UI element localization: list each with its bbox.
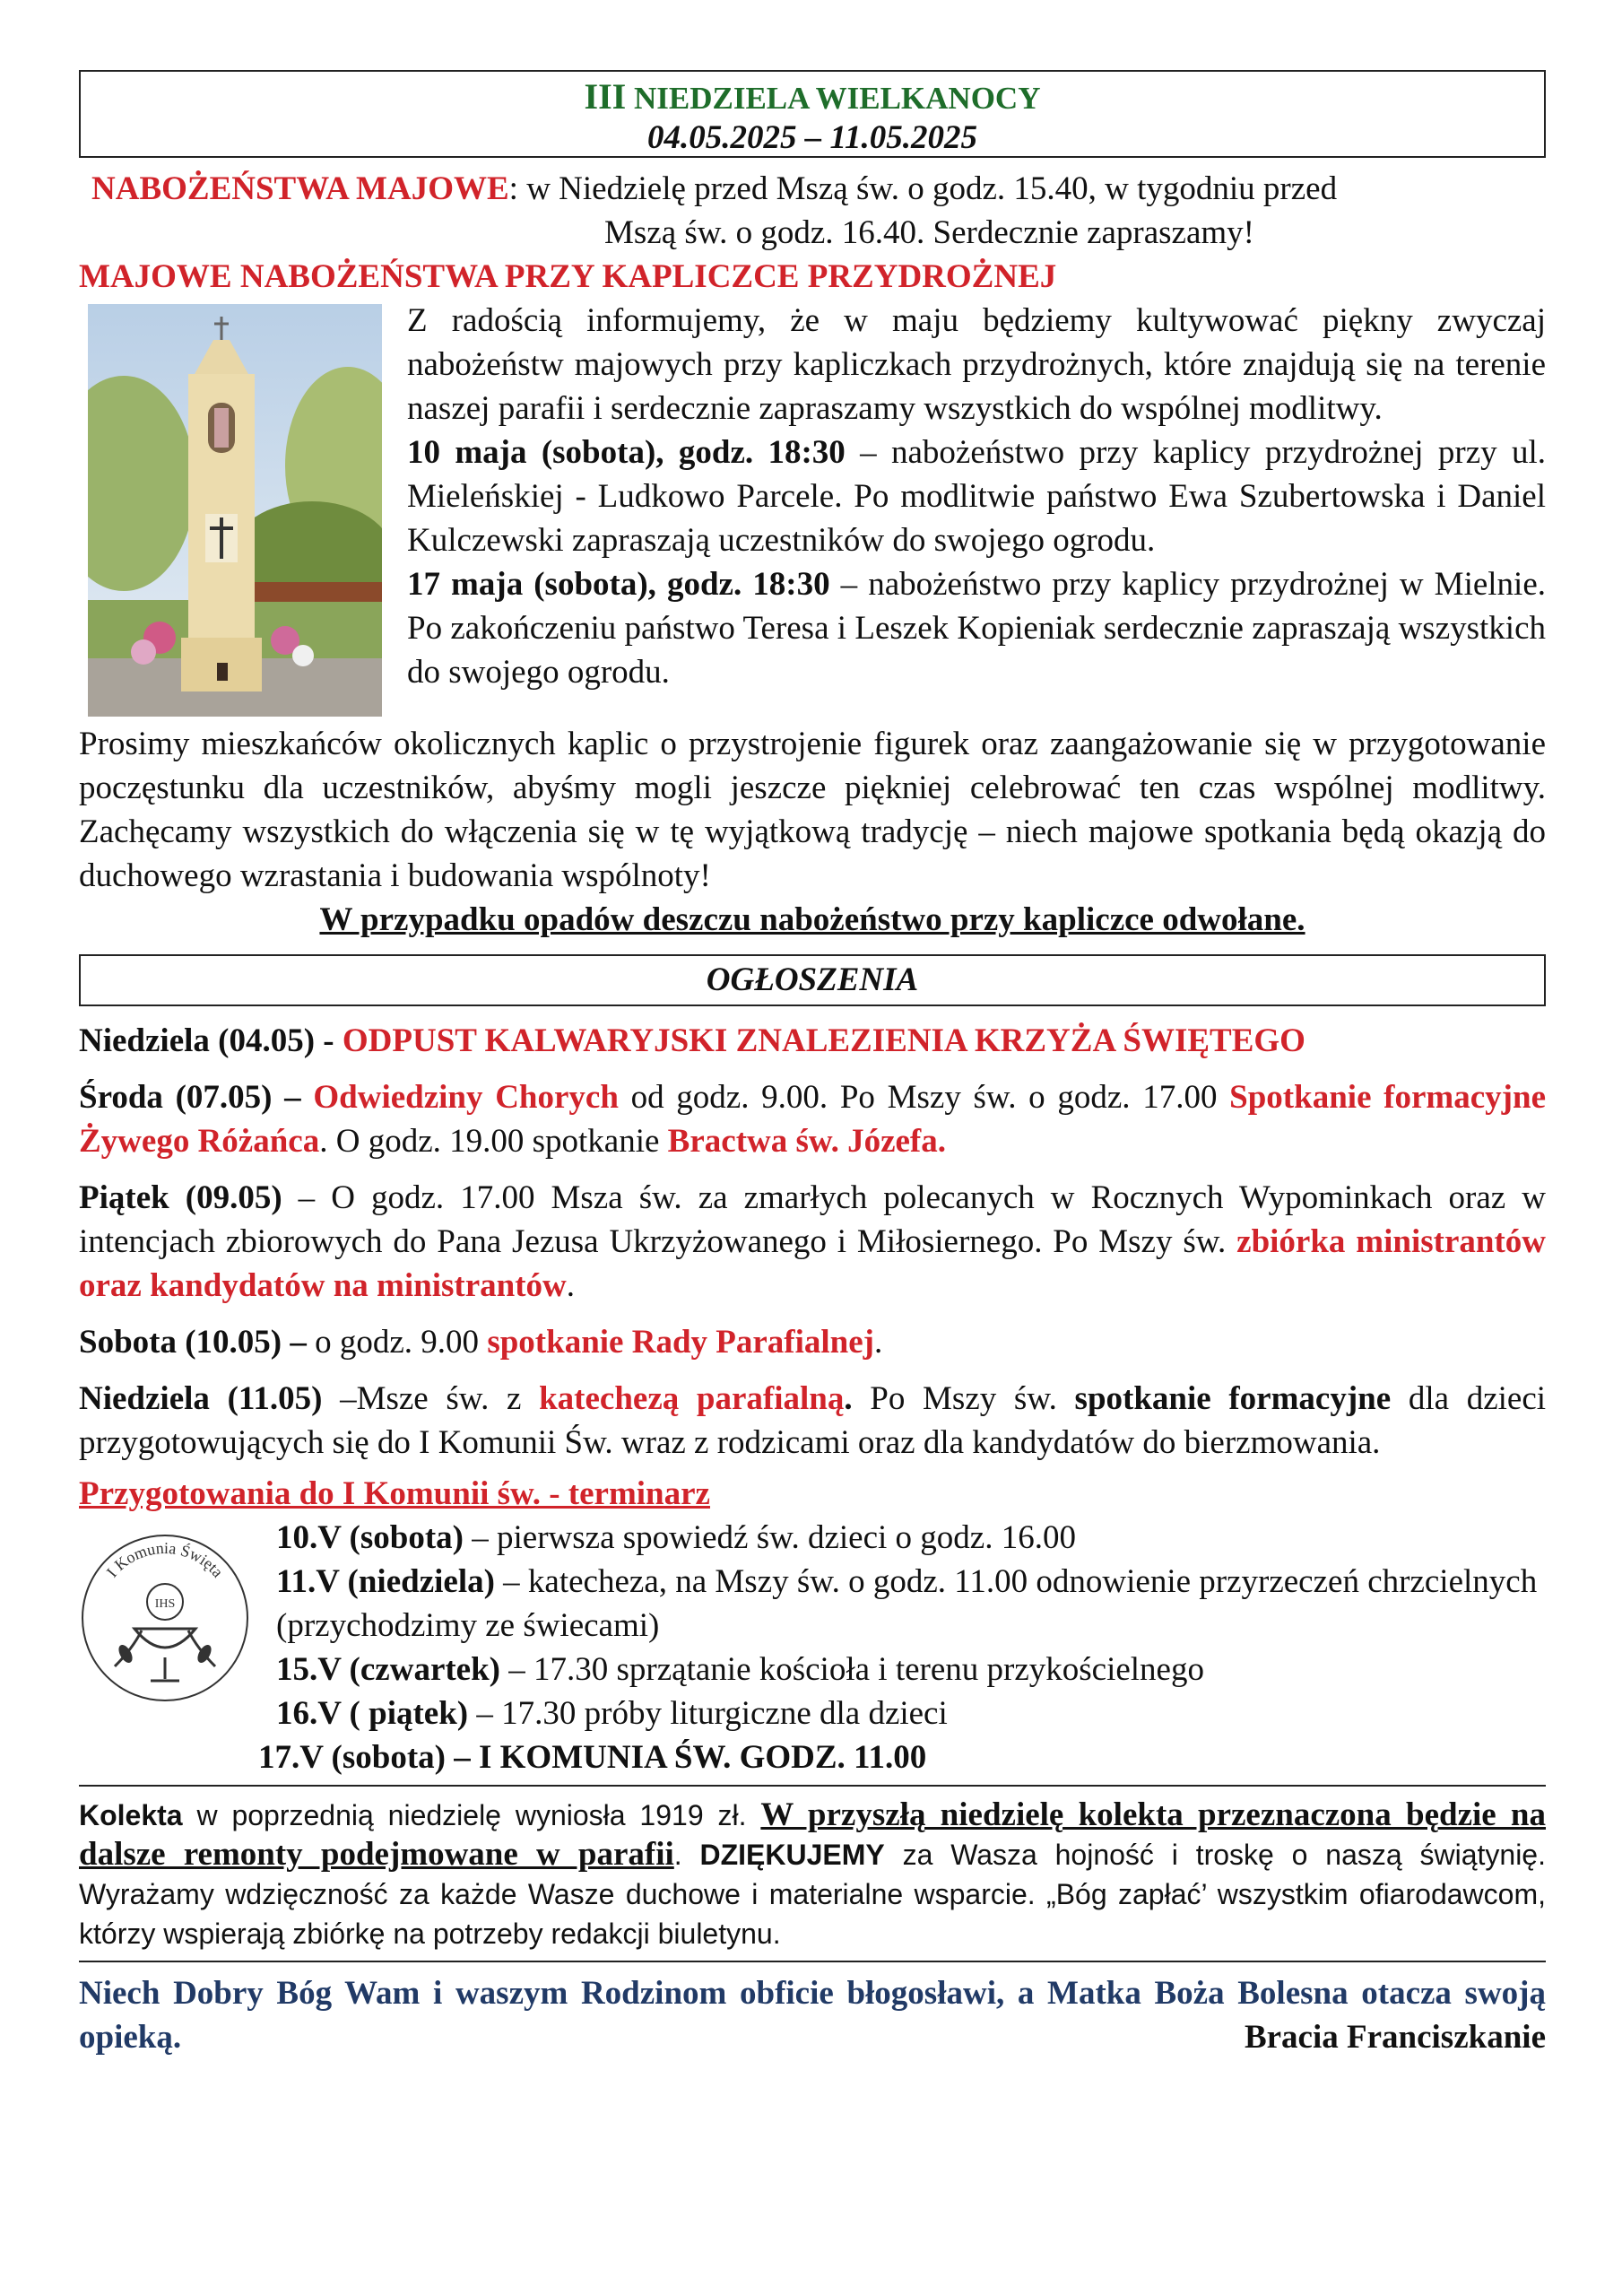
announcement-text: . O godz. 19.00 spotkanie bbox=[319, 1123, 668, 1160]
schedule-date: 16.V ( piątek) bbox=[276, 1695, 469, 1732]
announcement-text: dla dzieci przygotowujących się do I Komunii Św. wraz z rodzicami oraz dla kandydatów do bierzmowania. bbox=[79, 1380, 1547, 1461]
announcement-text: –Msze św. z bbox=[322, 1380, 540, 1417]
event1-text: – nabożeństwo przy kaplicy przydrożnej przy ul. Mieleńskiej - Ludkowo Parcele. Po modlitwie państwo Ewa Szubertowska i Daniel Kulczewski zapraszają uczestników do swojego ogrodu. bbox=[407, 434, 1546, 559]
kolekta-text2: . bbox=[673, 1839, 700, 1871]
rain-notice: W przypadku opadów deszczu nabożeństwo przy kapliczce odwołane. bbox=[319, 901, 1305, 938]
header-dates: 04.05.2025 – 11.05.2025 bbox=[647, 119, 977, 156]
header-title-text: NIEDZIELA WIELKANOCY bbox=[633, 81, 1041, 116]
announcement-text: Po Mszy św. bbox=[852, 1380, 1075, 1417]
announcement-text: . bbox=[874, 1324, 883, 1361]
schedule-text: – katecheza, na Mszy św. o godz. 11.00 odnowienie przyrzeczeń chrzcielnych (przychodzimy ze świecami) bbox=[276, 1563, 1538, 1644]
announcement-text: Spotkanie formacyjne Żywego Różańca bbox=[79, 1079, 1546, 1160]
kapliczka-intro: Z radością informujemy, że w maju będziemy kultywować piękny zwyczaj nabożeństw majowych przy kapliczkach przydrożnych, które znajdują się na terenie naszej parafii i serdecznie zapraszamy wszystkich do wspólnej modlitwy. bbox=[407, 302, 1546, 427]
announcement-day: Niedziela (11.05) bbox=[79, 1380, 323, 1417]
logo-text: I Komunia Święta bbox=[102, 1538, 228, 1581]
svg-text:I Komunia Święta bbox=[103, 1539, 227, 1581]
announcement-item bbox=[79, 1176, 1546, 1308]
announcement-item bbox=[79, 1320, 1546, 1364]
event1-date: 10 maja (sobota), godz. 18:30 bbox=[407, 434, 846, 471]
schedule-text: – 17.30 próby liturgiczne dla dzieci bbox=[468, 1695, 948, 1732]
announcement-text: . bbox=[566, 1267, 575, 1304]
divider-top bbox=[79, 1785, 1546, 1787]
announcement-item bbox=[79, 1019, 1546, 1063]
shrine-photo bbox=[88, 304, 382, 717]
announcement-text: zbiórka ministrantów oraz kandydatów na ministrantów bbox=[79, 1223, 1546, 1304]
kapliczka-title: MAJOWE NABOŻEŃSTWA PRZY KAPLICZCE PRZYDROŻNEJ bbox=[79, 258, 1057, 295]
communion-logo bbox=[79, 1532, 251, 1704]
event2-text: – nabożeństwo przy kaplicy przydrożnej w Mielnie. Po zakończeniu państwo Teresa i Leszek Kopieniak serdecznie zapraszają wszystkich do swojego ogrodu. bbox=[407, 566, 1547, 691]
announcement-text: . bbox=[844, 1380, 853, 1417]
kolekta-text3: za Wasza hojność i troskę o naszą świątynię. Wyrażamy wdzięczność za każde Wasze duchowe i materialne wsparcie. „Bóg zapłać’ wszystkim ofiarodawcom, którzy wspierają zbiórkę na potrzeby redakcji biuletynu. bbox=[79, 1839, 1546, 1950]
announcement-day: Niedziela (04.05) - bbox=[79, 1022, 343, 1059]
announcement-text: spotkanie Rady Parafialnej bbox=[487, 1324, 874, 1361]
announcement-text: ODPUST KALWARYJSKI ZNALEZIENIA KRZYŻA ŚWIĘTEGO bbox=[342, 1022, 1305, 1059]
majowe-label: NABOŻEŃSTWA MAJOWE bbox=[91, 170, 509, 207]
kolekta-text1: w poprzednią niedzielę wyniosła 1919 zł. bbox=[182, 1799, 761, 1831]
kolekta-thanks: DZIĘKUJEMY bbox=[699, 1839, 885, 1871]
announcement-item bbox=[79, 1075, 1546, 1163]
blessing-text: Niech Dobry Bóg Wam i waszym Rodzinom obficie błogosławi, a Matka Boża Bolesna otacza swoją opieką. bbox=[79, 1975, 1546, 2056]
announcements-list bbox=[79, 1019, 1546, 1465]
announcement-text: – O godz. 17.00 Msza św. za zmarłych polecanych w Rocznych Wypominkach oraz w intencjach zbiorowych do Pana Jezusa Ukrzyżowanego i Miłosiernego. Po Mszy św. bbox=[79, 1179, 1546, 1260]
bulletin-page bbox=[79, 70, 1546, 2059]
schedule-row bbox=[276, 1648, 1546, 1692]
schedule-date: 10.V (sobota) bbox=[276, 1519, 464, 1556]
header-title bbox=[81, 77, 1544, 118]
announcement-text: Odwiedziny Chorych bbox=[313, 1079, 619, 1116]
header-roman: III bbox=[584, 76, 627, 117]
announcement-day: Sobota (10.05) – bbox=[79, 1324, 307, 1361]
schedule-row bbox=[276, 1560, 1546, 1648]
majowe-text1: : w Niedzielę przed Mszą św. o godz. 15.40, w tygodniu przed bbox=[508, 170, 1338, 207]
blessing bbox=[79, 1971, 1546, 2059]
announcement-text: Bractwa św. Józefa. bbox=[667, 1123, 946, 1160]
announcement-item bbox=[79, 1377, 1546, 1465]
preparation-schedule bbox=[258, 1516, 1546, 1779]
kolekta-next: W przyszłą niedzielę kolekta przeznaczona będzie na dalsze remonty podejmowane w parafii bbox=[79, 1796, 1547, 1873]
schedule-row bbox=[258, 1735, 1546, 1779]
kolekta-note bbox=[79, 1796, 1546, 1953]
majowe-section bbox=[79, 167, 1546, 255]
schedule-text: – 17.30 sprzątanie kościoła i terenu przykościelnego bbox=[500, 1651, 1204, 1688]
announcement-day: Środa (07.05) – bbox=[79, 1079, 314, 1116]
logo-ihs: IHS bbox=[154, 1597, 176, 1611]
schedule-row bbox=[276, 1516, 1546, 1560]
preparation-section bbox=[79, 1516, 1546, 1785]
schedule-date: 15.V (czwartek) bbox=[276, 1651, 501, 1688]
event2-date: 17 maja (sobota), godz. 18:30 bbox=[407, 566, 830, 603]
schedule-date: 11.V (niedziela) bbox=[276, 1563, 495, 1600]
divider-bottom bbox=[79, 1961, 1546, 1962]
announcement-day: Piątek (09.05) bbox=[79, 1179, 282, 1216]
signature: Bracia Franciszkanie bbox=[1244, 2019, 1546, 2056]
schedule-date: 17.V (sobota) – I KOMUNIA ŚW. GODZ. 11.00 bbox=[258, 1739, 927, 1776]
kolekta-label: Kolekta bbox=[79, 1799, 183, 1831]
majowe-text2: Mszą św. o godz. 16.40. Serdecznie zapraszamy! bbox=[604, 214, 1255, 251]
announcement-text: spotkanie formacyjne bbox=[1074, 1380, 1392, 1417]
announcement-text: od godz. 9.00. Po Mszy św. o godz. 17.00 bbox=[618, 1079, 1230, 1116]
announcements-title: OGŁOSZENIA bbox=[79, 954, 1546, 1006]
announcement-text: o godz. 9.00 bbox=[306, 1324, 488, 1361]
announcement-text: katechezą parafialną bbox=[539, 1380, 845, 1417]
schedule-text: – pierwsza spowiedź św. dzieci o godz. 16.00 bbox=[464, 1519, 1076, 1556]
kapliczka-body bbox=[79, 299, 1546, 942]
preparation-title: Przygotowania do I Komunii św. - terminarz bbox=[79, 1475, 710, 1512]
header-box bbox=[79, 70, 1546, 158]
kapliczka-appeal: Prosimy mieszkańców okolicznych kaplic o przystrojenie figurek oraz zaangażowanie się w przygotowanie poczęstunku dla uczestników, abyśmy mogli jeszcze piękniej celebrować ten czas wspólnej modlitwy. Zachęcamy wszystkich do włączenia się w tę wyjątkową tradycję – niech majowe spotkania będą okazją do duchowego wzrastania i budowania wspólnoty! bbox=[79, 726, 1546, 894]
schedule-row bbox=[276, 1692, 1546, 1735]
